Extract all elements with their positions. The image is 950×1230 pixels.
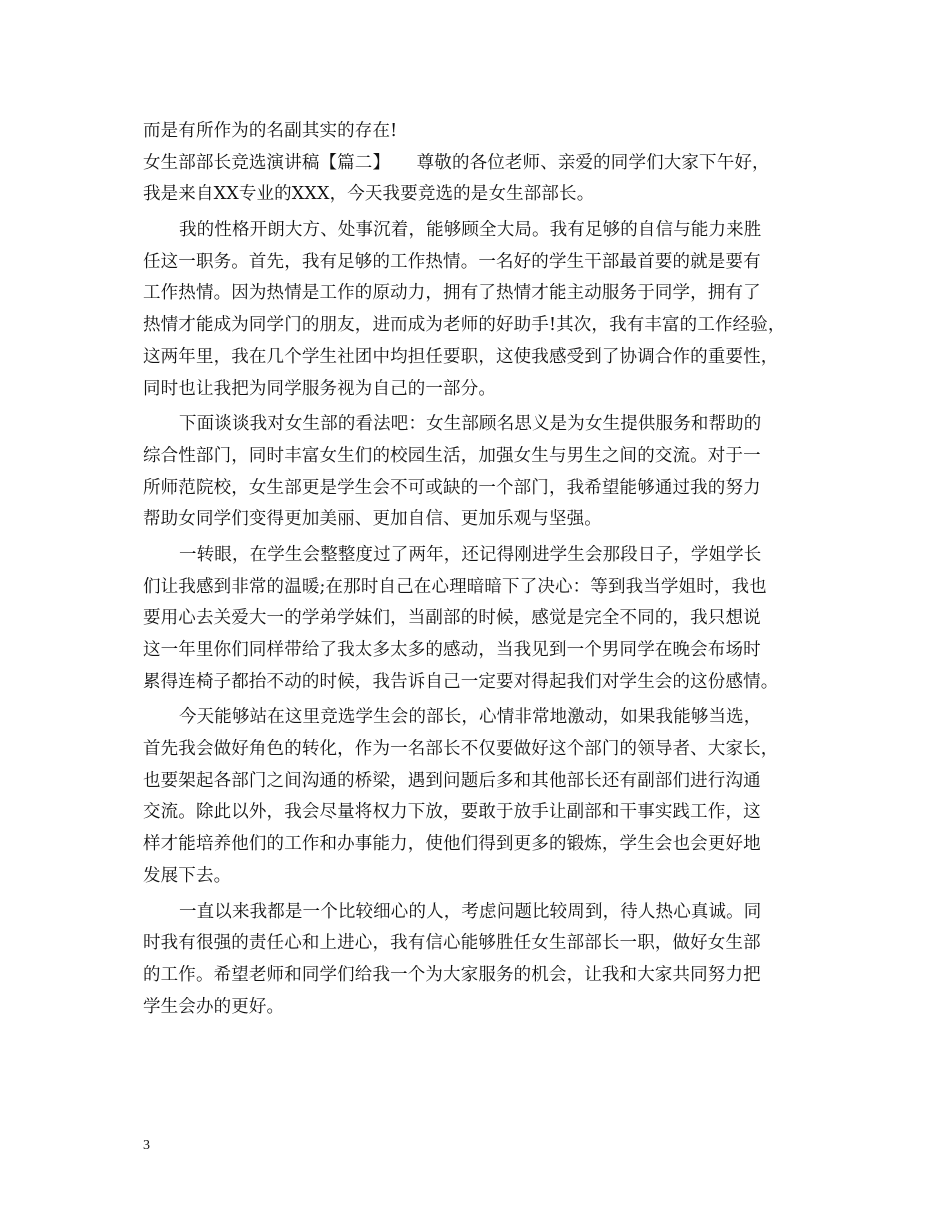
text-line: 也要架起各部门之间沟通的桥梁，遇到问题后多和其他部长还有副部们进行沟通	[143, 770, 761, 791]
text-line: 样才能培养他们的工作和办事能力，使他们得到更多的锻炼，学生会也会更好地	[143, 834, 761, 855]
text-line: 这一年里你们同样带给了我太多太多的感动，当我见到一个男同学在晚会布场时	[143, 640, 761, 660]
text-line: 要用心去关爱大一的学弟学妹们，当副部的时候，感觉是完全不同的，我只想说	[143, 608, 761, 629]
paragraph-start: 我的性格开朗大方、处事沉着，能够顾全大局。我有足够的自信与能力来胜	[179, 220, 762, 241]
text-line: 交流。除此以外，我会尽量将权力下放，要敢于放手让副部和干事实践工作，这	[143, 802, 761, 823]
section-title-line: 女生部部长竞选演讲稿【篇二】 尊敬的各位老师、亲爱的同学们大家下午好，	[143, 152, 770, 173]
text-line: 发展下去。	[143, 865, 232, 886]
text-line: 帮助女同学们变得更加美丽、更加自信、更加乐观与坚强。	[143, 509, 602, 530]
paragraph-start: 一转眼，在学生会整整度过了两年，还记得刚进学生会那段日子，学姐学长	[179, 544, 762, 565]
text-line: 综合性部门，同时丰富女生们的校园生活，加强女生与男生之间的交流。对于一	[143, 445, 761, 466]
page-number: 3	[143, 1138, 150, 1153]
text-line: 学生会办的更好。	[143, 996, 285, 1017]
text-line: 而是有所作为的名副其实的存在!	[143, 121, 398, 141]
text-line: 所师范院校，女生部更是学生会不可或缺的一个部门，我希望能够通过我的努力	[143, 477, 761, 498]
text-line: 这两年里，我在几个学生社团中均担任要职，这使我感受到了协调合作的重要性，	[143, 346, 779, 367]
paragraph-start: 一直以来我都是一个比较细心的人，考虑问题比较周到，待人热心真诚。同	[179, 901, 762, 922]
text-line: 工作热情。因为热情是工作的原动力，拥有了热情才能主动服务于同学，拥有了	[143, 283, 761, 304]
paragraph-start: 今天能够站在这里竞选学生会的部长，心情非常地激动，如果我能够当选，	[179, 707, 762, 728]
text-line: 的工作。希望老师和同学们给我一个为大家服务的机会，让我和大家共同努力把	[143, 964, 761, 985]
paragraph-start: 下面谈谈我对女生部的看法吧：女生部顾名思义是为女生提供服务和帮助的	[179, 414, 762, 435]
text-line: 任这一职务。首先，我有足够的工作热情。一名好的学生干部最首要的就是要有	[143, 251, 761, 272]
text-line: 我是来自XX专业的XXX，今天我要竞选的是女生部部长。	[143, 184, 595, 205]
text-line: 同时也让我把为同学服务视为自己的一部分。	[143, 378, 496, 399]
text-line: 热情才能成为同学门的朋友，进而成为老师的好助手!其次，我有丰富的工作经验，	[143, 315, 786, 336]
text-line: 首先我会做好角色的转化，作为一名部长不仅要做好这个部门的领导者、大家长，	[143, 739, 779, 760]
text-line: 们让我感到非常的温暖;在那时自己在心理暗暗下了决心：等到我当学姐时，我也	[143, 576, 767, 597]
document-body	[143, 116, 813, 1023]
text-line: 累得连椅子都抬不动的时候，我告诉自己一定要对得起我们对学生会的这份感情。	[143, 671, 779, 692]
text-line: 时我有很强的责任心和上进心，我有信心能够胜任女生部部长一职，做好女生部	[143, 933, 761, 954]
